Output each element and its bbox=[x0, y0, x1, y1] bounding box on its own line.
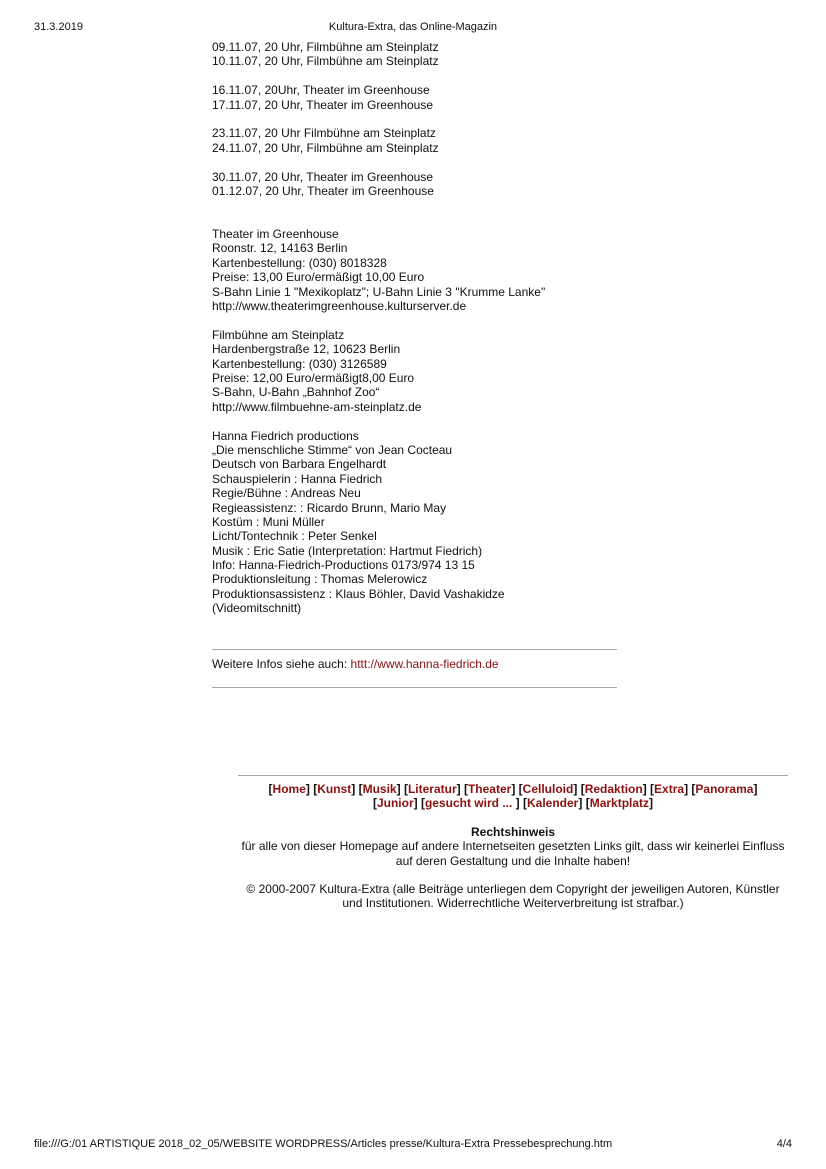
nav-link-gesucht-wird[interactable]: gesucht wird ... bbox=[424, 796, 516, 811]
credit-line: Kostüm : Muni Müller bbox=[212, 514, 325, 529]
legal-text: für alle von dieser Homepage auf andere Internetseiten gesetzten Links gilt, dass wir keinerlei Einfluss auf deren Gestaltung und die Inhalte haben! bbox=[241, 839, 785, 868]
copyright: © 2000-2007 Kultura-Extra (alle Beiträge unterliegen dem Copyright der jeweiligen Autoren, Künstler und Institutionen. Widerrechtliche Weiterverbreitung ist strafbar.) bbox=[246, 882, 780, 911]
credit-line: (Videomitschnitt) bbox=[212, 601, 302, 616]
credit-line: Schauspielerin : Hanna Fiedrich bbox=[212, 471, 383, 486]
footer-nav-row: [Junior] [gesucht wird ... ] [Kalender] [Marktplatz] bbox=[372, 796, 654, 811]
more-info-label: Weitere Infos siehe auch: bbox=[212, 657, 351, 671]
date-line: 24.11.07, 20 Uhr, Filmbühne am Steinplatz bbox=[212, 140, 439, 155]
venue-website: http://www.theaterimgreenhouse.kulturserver.de bbox=[212, 299, 467, 314]
footer-nav-row: [Home] [Kunst] [Musik] [Literatur] [Theater] [Celluloid] [Redaktion] [Extra] [Panorama] bbox=[268, 782, 758, 796]
date-line: 01.12.07, 20 Uhr, Theater im Greenhouse bbox=[212, 183, 434, 198]
credit-line: Licht/Tontechnik : Peter Senkel bbox=[212, 529, 377, 544]
print-page-number: 4/4 bbox=[776, 1138, 792, 1150]
venue-address: Roonstr. 12, 14163 Berlin bbox=[212, 241, 348, 256]
venue-transit: S-Bahn, U-Bahn „Bahnhof Zoo“ bbox=[212, 385, 380, 400]
nav-link-kalender[interactable]: Kalender bbox=[527, 796, 579, 811]
nav-link-marktplatz[interactable]: Marktplatz bbox=[589, 796, 650, 811]
footer-divider bbox=[238, 775, 788, 776]
venue-website: http://www.filmbuehne-am-steinplatz.de bbox=[212, 399, 422, 414]
print-date: 31.3.2019 bbox=[34, 21, 83, 33]
date-line: 17.11.07, 20 Uhr, Theater im Greenhouse bbox=[212, 97, 434, 112]
date-line: 16.11.07, 20Uhr, Theater im Greenhouse bbox=[212, 83, 430, 98]
credit-line: Deutsch von Barbara Engelhardt bbox=[212, 457, 387, 472]
credit-line: Produktionsassistenz : Klaus Böhler, David Vashakidze bbox=[212, 586, 505, 601]
credit-line: Produktionsleitung : Thomas Melerowicz bbox=[212, 572, 428, 587]
credit-line: Musik : Eric Satie (Interpretation: Hartmut Fiedrich) bbox=[212, 543, 483, 558]
venue-transit: S-Bahn Linie 1 "Mexikoplatz"; U-Bahn Linie 3 "Krumme Lanke" bbox=[212, 284, 546, 299]
print-file-path: file:///G:/01 ARTISTIQUE 2018_02_05/WEBSITE WORDPRESS/Articles presse/Kultura-Extra Pressebesprechung.htm bbox=[34, 1138, 613, 1150]
article-content bbox=[212, 40, 632, 616]
venue-address: Hardenbergstraße 12, 10623 Berlin bbox=[212, 342, 401, 357]
divider bbox=[212, 649, 617, 650]
venue-name: Filmbühne am Steinplatz bbox=[212, 327, 345, 342]
hanna-fiedrich-link[interactable]: httt://www.hanna-fiedrich.de bbox=[350, 657, 499, 671]
nav-link-kunst[interactable]: Kunst bbox=[317, 782, 352, 796]
date-line: 10.11.07, 20 Uhr, Filmbühne am Steinplatz bbox=[212, 54, 439, 69]
venue-tickets: Kartenbestellung: (030) 3126589 bbox=[212, 356, 387, 371]
credit-line: Regie/Bühne : Andreas Neu bbox=[212, 486, 361, 501]
nav-link-celluloid[interactable]: Celluloid bbox=[522, 782, 574, 796]
nav-link-literatur[interactable]: Literatur bbox=[407, 782, 457, 796]
nav-link-theater[interactable]: Theater bbox=[467, 782, 512, 796]
print-header bbox=[34, 20, 792, 34]
site-footer bbox=[238, 782, 788, 911]
print-page-title: Kultura-Extra, das Online-Magazin bbox=[328, 21, 498, 33]
credit-line: Regieassistenz: : Ricardo Brunn, Mario May bbox=[212, 500, 447, 515]
nav-link-redaktion[interactable]: Redaktion bbox=[584, 782, 643, 796]
credit-line: „Die menschliche Stimme“ von Jean Cocteau bbox=[212, 442, 453, 457]
venue-filmbuehne bbox=[212, 328, 632, 414]
venue-prices: Preise: 13,00 Euro/ermäßigt 10,00 Euro bbox=[212, 270, 425, 285]
date-line: 30.11.07, 20 Uhr, Theater im Greenhouse bbox=[212, 169, 434, 184]
nav-link-musik[interactable]: Musik bbox=[362, 782, 397, 796]
date-line: 23.11.07, 20 Uhr Filmbühne am Steinplatz bbox=[212, 126, 436, 141]
nav-link-home[interactable]: Home bbox=[272, 782, 306, 796]
nav-link-extra[interactable]: Extra bbox=[654, 782, 685, 796]
dates-block bbox=[212, 40, 632, 198]
credit-line: Info: Hanna-Fiedrich-Productions 0173/974 13 15 bbox=[212, 558, 475, 573]
production-credits bbox=[212, 429, 632, 616]
venue-greenhouse bbox=[212, 227, 632, 313]
print-footer bbox=[34, 1137, 792, 1151]
footer-nav bbox=[238, 782, 788, 811]
venue-name: Theater im Greenhouse bbox=[212, 227, 339, 242]
credit-line: Hanna Fiedrich productions bbox=[212, 428, 359, 443]
date-line: 09.11.07, 20 Uhr, Filmbühne am Steinplatz bbox=[212, 40, 439, 54]
venue-prices: Preise: 12,00 Euro/ermäßigt8,00 Euro bbox=[212, 371, 415, 385]
venue-tickets: Kartenbestellung: (030) 8018328 bbox=[212, 255, 387, 270]
divider bbox=[212, 687, 617, 688]
more-info bbox=[212, 657, 499, 671]
nav-link-junior[interactable]: Junior bbox=[376, 796, 414, 811]
legal-title: Rechtshinweis bbox=[470, 824, 556, 839]
nav-link-panorama[interactable]: Panorama bbox=[695, 782, 754, 796]
